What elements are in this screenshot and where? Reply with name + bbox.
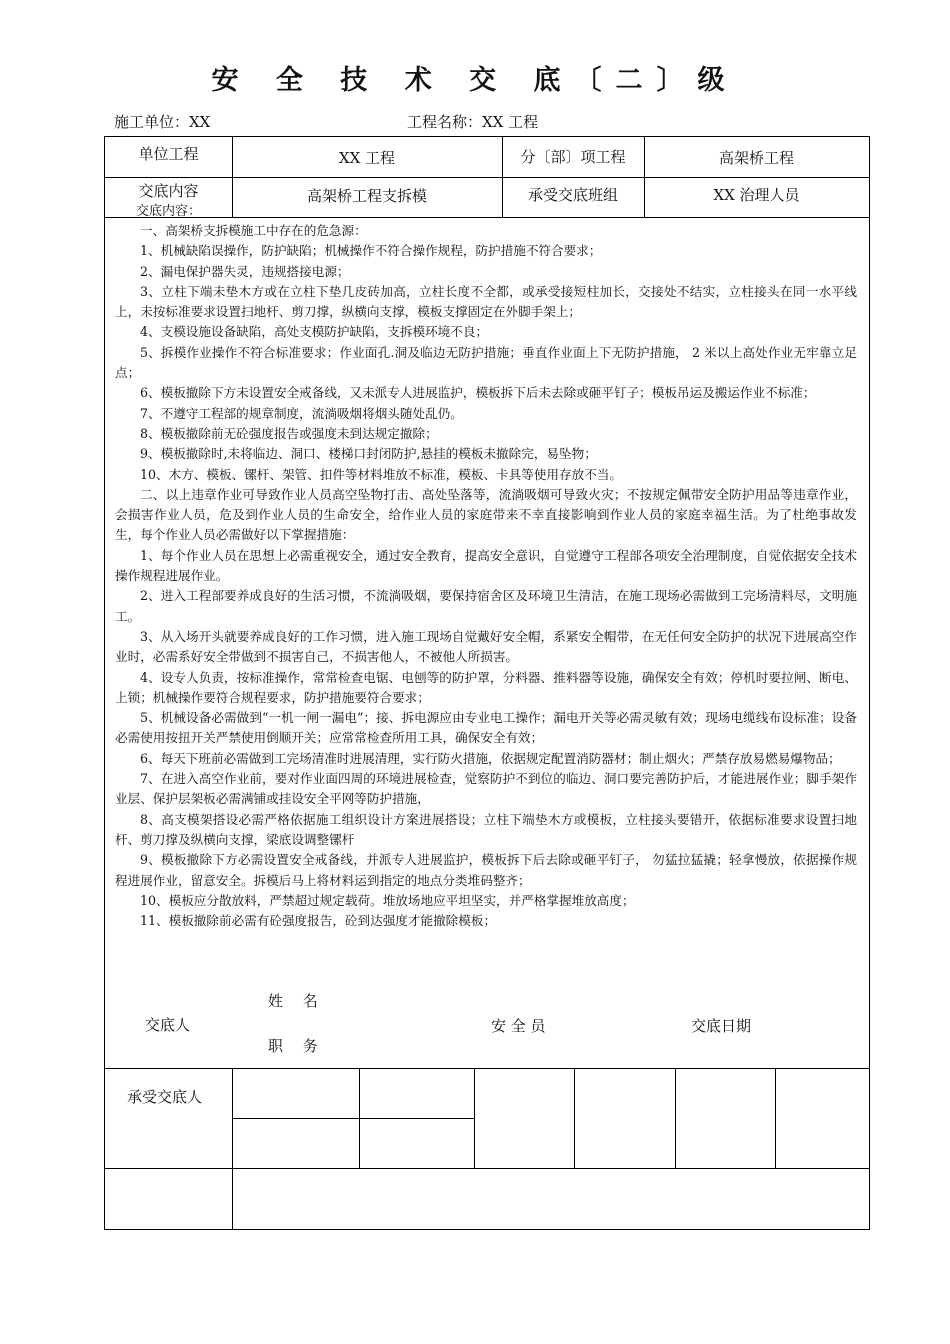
date-label: 交底日期 bbox=[691, 1017, 752, 1035]
body-paragraph: 6、每天下班前必需做到工完场清准时进展清理，实行防火措施，依据规定配置消防器材；制止烟火；严禁存放易燃易爆物品； bbox=[140, 750, 841, 766]
body-paragraph: 7、不遵守工程部的规章制度，流淌吸烟将烟头随处乱仍。 bbox=[140, 405, 463, 421]
briefing-content bbox=[115, 221, 857, 931]
signature-bottom-divider bbox=[105, 1168, 869, 1169]
body-paragraph: 2、漏电保护器失灵，违规搭接电源； bbox=[140, 263, 350, 279]
body-paragraph: 5、机械设备必需做到“一机一闸一漏电”；接、拆电源应由专业电工操作；漏电开关等必需灵敏有效；现场电缆线布设标准；设备必需使用按扭开关严禁使用倒顺开关；应常常检查所用工具，确保安全有效； bbox=[115, 710, 857, 746]
body-paragraph: 3、从入场开头就要养成良好的工作习惯，进入施工现场自觉戴好安全帽，系紧安全帽带，在无任何安全防护的状况下进展高空作业时，必需系好安全带做到不损害自己，不损害他人，不被他人所损害。 bbox=[115, 628, 857, 665]
content-label-small: 交底内容： bbox=[135, 204, 201, 219]
content-label: 交底内容 bbox=[138, 182, 199, 200]
body-paragraph: 6、模板撤除下方未设置安全戒备线，又未派专人进展监护，模板拆下后未去除或砸平钉子；模板吊运及搬运作业不标准； bbox=[140, 385, 816, 401]
body-paragraph: 9、模板撤除时,未将临边、洞口、楼梯口封闭防护,悬挂的模板未撤除完，易坠物； bbox=[140, 446, 597, 462]
body-paragraph: 3、立柱下端未垫木方或在立柱下垫几皮砖加高，立柱长度不全都，或承受接短柱加长，交接处不结实，立柱接头在同一水平线上，未按标准要求设置扫地杆、剪刀撑，纵横向支撑，模板支撑固定在外脚手架上； bbox=[115, 283, 857, 320]
signature-col-divider-2 bbox=[359, 1068, 360, 1168]
signature-col-divider-3 bbox=[474, 1068, 475, 1168]
safety-officer-label: 安 全 员 bbox=[491, 1017, 546, 1035]
signature-top-divider bbox=[105, 1068, 869, 1069]
body-paragraph: 1、机械缺陷误操作，防护缺陷；机械操作不符合操作规程，防护措施不符合要求； bbox=[140, 243, 602, 259]
construction-unit: 施工单位：XX bbox=[114, 113, 211, 131]
body-paragraph: 二、以上违章作业可导致作业人员高空坠物打击、高处坠落等，流淌吸烟可导致火灾；不按规定佩带安全防护用品等违章作业，会损害作业人员，危及到作业人员的生命安全，给作业人员的家庭带来不幸直接影响到作业人员的家庭幸福生活。为了杜绝事故发生，每个作业人员必需做好以下掌握措施： bbox=[115, 486, 857, 543]
body-paragraph: 8、高支模架搭设必需严格依据施工组织设计方案进展搭设；立柱下端垫木方或模板，立柱接头要错开，依据标准要求设置扫地杆、剪刀撑及纵横向支撑，梁底设调整镙杆 bbox=[115, 811, 857, 847]
receiving-team-value: XX 治理人员 bbox=[713, 186, 800, 204]
body-paragraph: 2、进入工程部要养成良好的生活习惯，不流淌吸烟，要保持宿舍区及环境卫生清洁，在施工现场必需做到工完场清料尽，文明施工。 bbox=[115, 588, 857, 624]
receiver-label: 承受交底人 bbox=[127, 1088, 203, 1106]
body-paragraph: 10、模板应分散放料，严禁超过规定载荷。堆放场地应平坦坚实，并严格掌握堆放高度； bbox=[140, 892, 635, 908]
position-label: 职 务 bbox=[268, 1037, 318, 1055]
body-paragraph: 4、设专人负责，按标准操作，常常检查电锯、电刨等的防护罩，分料器、推料器等设施，确保安全有效；停机时要拉闸、断电、上锁；机械操作要符合规程要求，防护措施要符合要求； bbox=[115, 669, 857, 705]
body-paragraph: 10、木方、模板、镙杆、架管、扣件等材料堆放不标准，模板、卡具等使用存放不当。 bbox=[140, 466, 622, 482]
body-paragraph: 9、模板撤除下方必需设置安全戒备线，并派专人进展监护，模板拆下后去除或砸平钉子， 勿猛拉猛撬；轻拿慢放，依据操作规程进展作业，留意安全。拆模后马上将材料运到指定的地点分类堆码整齐； bbox=[115, 852, 857, 888]
briefer-label: 交底人 bbox=[145, 1016, 191, 1034]
name-label: 姓 名 bbox=[268, 992, 318, 1010]
document-title: 安 全 技 术 交 底〔二〕级 bbox=[211, 65, 739, 96]
sub-project-value: 高架桥工程 bbox=[718, 149, 794, 167]
signature-mid-divider bbox=[232, 1118, 474, 1119]
receiving-team-label: 承受交底班组 bbox=[527, 186, 618, 204]
project-name: 工程名称：XX 工程 bbox=[407, 113, 539, 131]
body-paragraph: 7、在进入高空作业前，要对作业面四周的环境进展检查，觉察防护不到位的临边、洞口要完善防护后，才能进展作业；脚手架作业层、保护层架板必需满铺或挂设安全平网等防护措施， bbox=[115, 771, 857, 807]
signature-col-divider-1 bbox=[232, 1068, 233, 1230]
body-paragraph: 8、模板撤除前无砼强度报告或强度未到达规定撤除； bbox=[140, 425, 438, 441]
briefing-form bbox=[104, 136, 870, 1230]
unit-project-label: 单位工程 bbox=[138, 145, 199, 163]
body-paragraph: 5、拆模作业操作不符合标准要求；作业面孔.洞及临边无防护措施；垂直作业面上下无防护措施， 2 米以上高处作业无牢靠立足点； bbox=[115, 344, 857, 381]
header-row-divider bbox=[105, 177, 869, 178]
body-paragraph: 4、支模设施设备缺陷，高处支模防护缺陷，支拆模环境不良； bbox=[140, 324, 489, 340]
signature-col-divider-6 bbox=[775, 1068, 776, 1168]
sub-project-label: 分〔部〕项工程 bbox=[520, 148, 626, 166]
body-paragraph: 一、高架桥支拆模施工中存在的危急源： bbox=[140, 223, 367, 238]
body-paragraph: 11、模板撤除前必需有砼强度报告，砼到达强度才能撤除模板； bbox=[140, 913, 497, 929]
body-paragraph: 1、每个作业人员在思想上必需重视安全，通过安全教育，提高安全意识，自觉遵守工程部各项安全治理制度，自觉依据安全技术操作规程进展作业。 bbox=[115, 547, 857, 584]
unit-project-value: XX 工程 bbox=[338, 149, 396, 167]
signature-col-divider-4 bbox=[574, 1068, 575, 1168]
signature-col-divider-5 bbox=[675, 1068, 676, 1168]
content-value: 高架桥工程支拆模 bbox=[306, 187, 427, 205]
